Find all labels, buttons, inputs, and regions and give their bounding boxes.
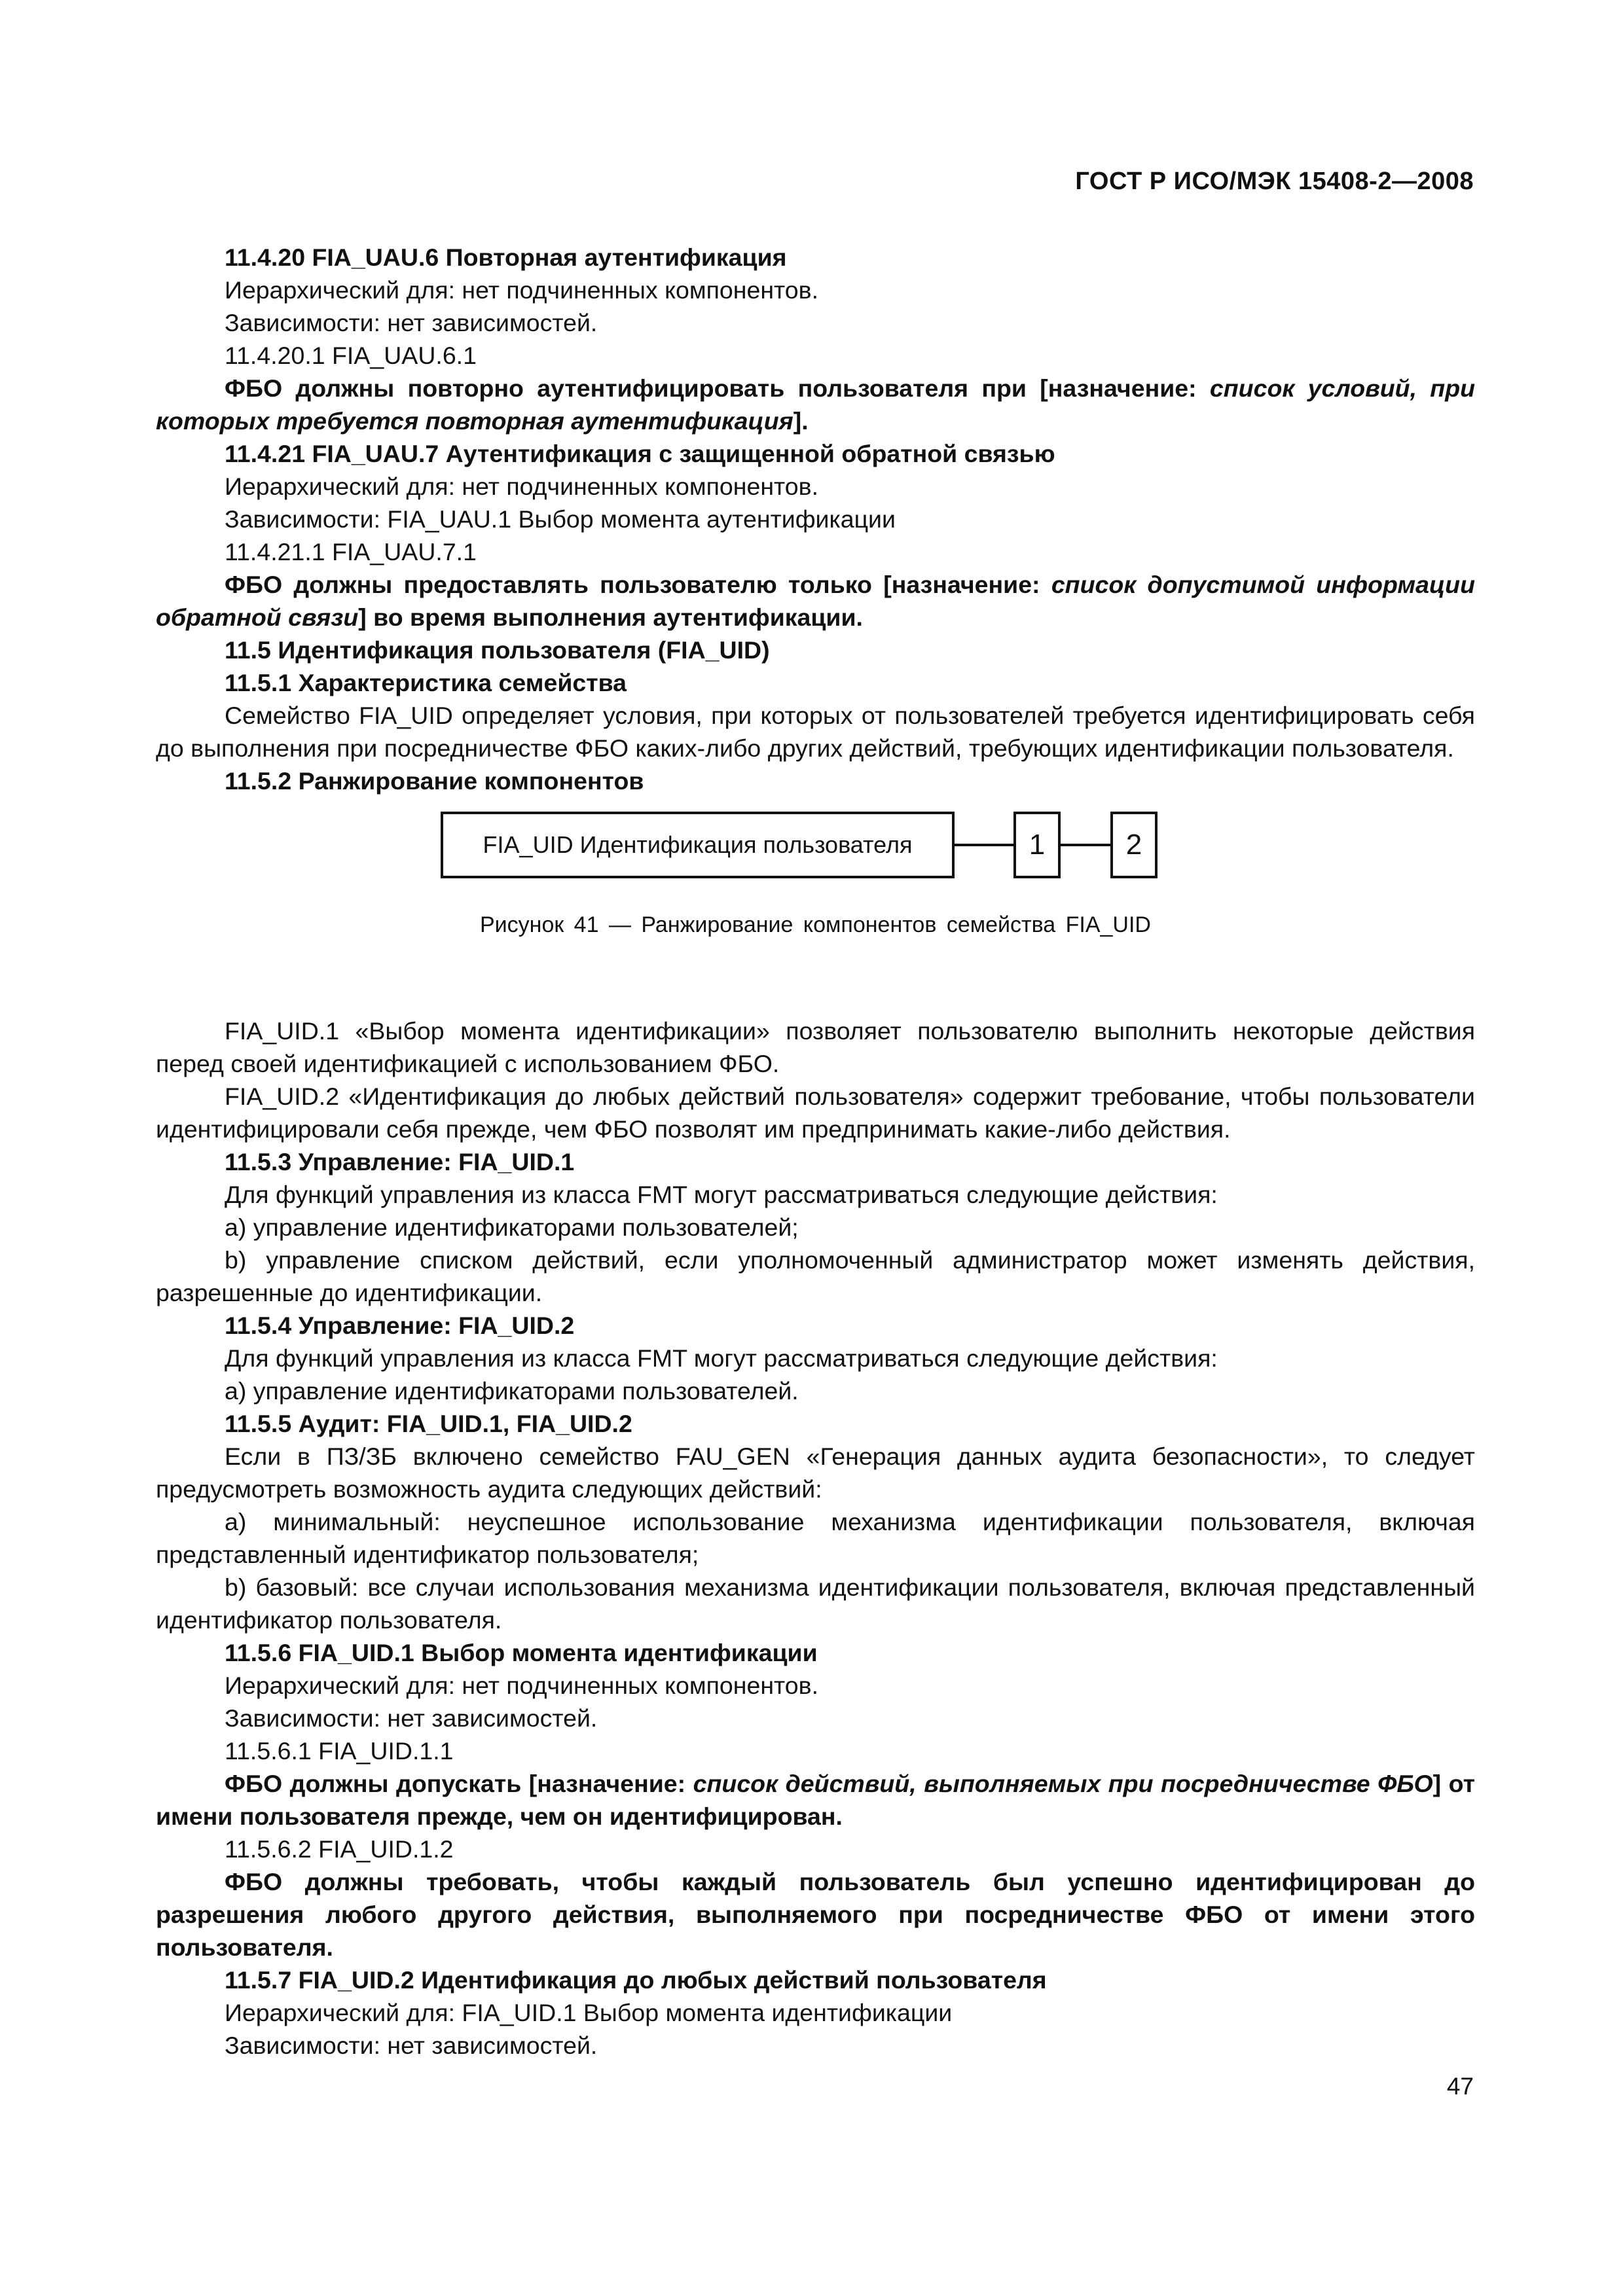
requirement-part: ] от имени пользователя прежде, чем он идентифицирован. [156, 1770, 1475, 1830]
element-id: 11.5.6.1 FIA_UID.1.1 [225, 1737, 454, 1765]
list-item: b) базовый: все случаи использования механизма идентификации пользователя, включая представленный идентификатор пользователя. [156, 1573, 1475, 1634]
document-header: ГОСТ Р ИСО/МЭК 15408-2—2008 [1075, 168, 1474, 195]
requirement-text: ФБО должны требовать, чтобы каждый пользователь был успешно идентифицирован до разрешения любого другого действия, выполняемого при посредничестве ФБО от имени этого пользователя. [156, 1868, 1475, 1961]
audit-intro: Если в ПЗ/ЗБ включено семейство FAU_GEN «Генерация данных аудита безопасности», то следует предусмотреть возможность аудита следующих действий: [156, 1443, 1475, 1503]
component-description: FIA_UID.2 «Идентификация до любых действий пользователя» содержит требование, чтобы пользователи идентифицировали себя прежде, чем ФБО позволят им предпринимать какие-либо действия. [156, 1083, 1475, 1143]
assignment-text: список допустимой информации обратной связи [156, 571, 1475, 631]
page-content [156, 241, 1475, 2062]
hierarchy-line: Иерархический для: нет подчиненных компонентов. [225, 276, 818, 304]
component-box-2: 2 [1110, 812, 1158, 878]
section-heading-11-5-4: 11.5.4 Управление: FIA_UID.2 [225, 1312, 575, 1339]
section-heading-11-5-3: 11.5.3 Управление: FIA_UID.1 [225, 1148, 575, 1175]
figure-caption: Рисунок 41 — Ранжирование компонентов семейства FIA_UID [480, 912, 1151, 937]
management-intro: Для функций управления из класса FMT могут рассматриваться следующие действия: [225, 1181, 1218, 1208]
component-leveling-figure [156, 812, 1475, 969]
section-heading-11-5-7: 11.5.7 FIA_UID.2 Идентификация до любых действий пользователя [225, 1966, 1047, 1994]
component-description: FIA_UID.1 «Выбор момента идентификации» позволяет пользователю выполнить некоторые действия перед своей идентификацией с использованием ФБО. [156, 1017, 1475, 1077]
section-heading-11-5-1: 11.5.1 Характеристика семейства [225, 669, 627, 696]
family-box: FIA_UID Идентификация пользователя [441, 812, 955, 878]
element-id: 11.4.21.1 FIA_UAU.7.1 [225, 538, 477, 565]
requirement-text [156, 568, 1475, 634]
requirement-text [156, 1767, 1475, 1833]
section-heading-11-5-5: 11.5.5 Аудит: FIA_UID.1, FIA_UID.2 [225, 1410, 632, 1437]
dependencies-line: Зависимости: нет зависимостей. [225, 309, 598, 336]
connector-line [955, 844, 1013, 846]
list-item: а) минимальный: неуспешное использование механизма идентификации пользователя, включая представленный идентификатор пользователя; [156, 1508, 1475, 1568]
component-box-1: 1 [1013, 812, 1061, 878]
dependencies-line: Зависимости: нет зависимостей. [225, 1704, 598, 1732]
section-heading-11-4-21: 11.4.21 FIA_UAU.7 Аутентификация с защищенной обратной связью [225, 440, 1055, 467]
family-description: Семейство FIA_UID определяет условия, при которых от пользователей требуется идентифицировать себя до выполнения при посредничестве ФБО каких-либо других действий, требующих идентификации пользователя. [156, 702, 1475, 762]
element-id: 11.5.6.2 FIA_UID.1.2 [225, 1835, 454, 1863]
dependencies-line: Зависимости: FIA_UAU.1 Выбор момента аутентификации [225, 505, 896, 533]
hierarchy-line: Иерархический для: нет подчиненных компонентов. [225, 473, 818, 500]
requirement-part: ФБО должны предоставлять пользователю только [назначение: [225, 571, 1051, 598]
list-item: а) управление идентификаторами пользователей. [225, 1377, 799, 1405]
connector-line [1061, 844, 1110, 846]
requirement-part: ] во время выполнения аутентификации. [358, 603, 863, 631]
page-number: 47 [1446, 2073, 1474, 2100]
requirement-part: ФБО должны повторно аутентифицировать пользователя при [назначение: [225, 374, 1210, 402]
requirement-text [156, 372, 1475, 437]
section-heading-11-5-2: 11.5.2 Ранжирование компонентов [225, 767, 644, 795]
requirement-part: ФБО должны допускать [назначение: [225, 1770, 693, 1797]
element-id: 11.4.20.1 FIA_UAU.6.1 [225, 342, 477, 369]
section-heading-11-5-6: 11.5.6 FIA_UID.1 Выбор момента идентификации [225, 1639, 818, 1666]
hierarchy-line: Иерархический для: FIA_UID.1 Выбор момента идентификации [225, 1999, 953, 2026]
list-item: а) управление идентификаторами пользователей; [225, 1213, 799, 1241]
assignment-text: список действий, выполняемых при посредничестве ФБО [693, 1770, 1433, 1797]
dependencies-line: Зависимости: нет зависимостей. [225, 2032, 598, 2059]
section-heading-11-4-20: 11.4.20 FIA_UAU.6 Повторная аутентификация [225, 243, 787, 271]
list-item: b) управление списком действий, если уполномоченный администратор может изменять действия, разрешенные до идентификации. [156, 1246, 1475, 1306]
requirement-part: ]. [793, 407, 809, 435]
hierarchy-line: Иерархический для: нет подчиненных компонентов. [225, 1672, 818, 1699]
section-heading-11-5: 11.5 Идентификация пользователя (FIA_UID) [225, 636, 770, 664]
assignment-text: список условий, при которых требуется повторная аутентификация [156, 374, 1476, 435]
management-intro: Для функций управления из класса FMT могут рассматриваться следующие действия: [225, 1344, 1218, 1372]
